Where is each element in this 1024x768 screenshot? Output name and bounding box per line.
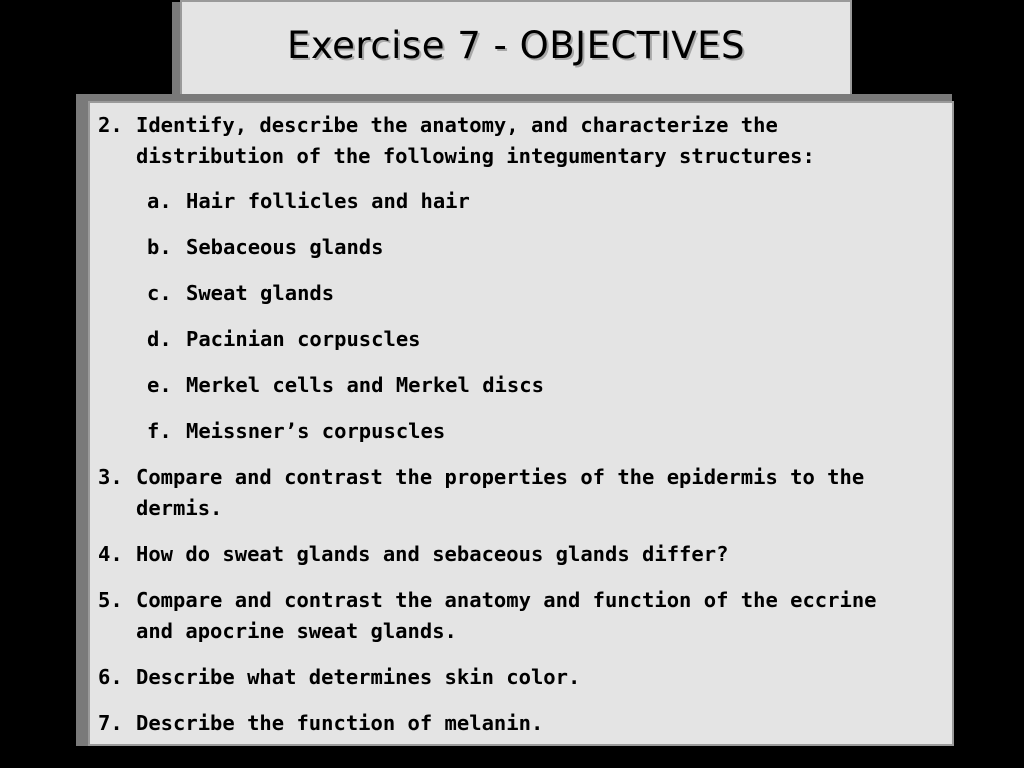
objectives-panel <box>88 101 954 746</box>
objective-text: distribution of the following integumentary structures: <box>136 144 815 168</box>
sub-item-text: Merkel cells and Merkel discs <box>186 373 544 397</box>
sub-item-text: Sebaceous glands <box>186 235 384 259</box>
objective-number: 4. <box>98 542 123 566</box>
objective-number: 5. <box>98 588 123 612</box>
objective-text: Compare and contrast the properties of the epidermis to the <box>136 465 865 489</box>
objective-number: 2. <box>98 113 123 137</box>
objective-text: Identify, describe the anatomy, and characterize the <box>136 113 778 137</box>
objective-number: 3. <box>98 465 123 489</box>
objective-text: Compare and contrast the anatomy and function of the eccrine <box>136 588 877 612</box>
page-title: Exercise 7 - OBJECTIVES <box>287 24 745 67</box>
objective-number: 6. <box>98 665 123 689</box>
sub-item-text: Hair follicles and hair <box>186 189 470 213</box>
objective-text: How do sweat glands and sebaceous glands differ? <box>136 542 729 566</box>
objective-text: Describe what determines skin color. <box>136 665 581 689</box>
objective-text: Describe the function of melanin. <box>136 711 544 735</box>
objective-text: dermis. <box>136 496 223 520</box>
objective-text: and apocrine sweat glands. <box>136 619 457 643</box>
sub-item-letter: e. <box>147 373 172 397</box>
objective-number: 7. <box>98 711 123 735</box>
sub-item-letter: f. <box>147 419 172 443</box>
sub-item-letter: d. <box>147 327 172 351</box>
sub-item-text: Sweat glands <box>186 281 335 305</box>
sub-item-text: Meissner’s corpuscles <box>186 419 446 443</box>
title-box <box>180 0 852 96</box>
sub-item-letter: b. <box>147 235 172 259</box>
sub-item-letter: c. <box>147 281 172 305</box>
sub-item-text: Pacinian corpuscles <box>186 327 421 351</box>
sub-item-letter: a. <box>147 189 172 213</box>
